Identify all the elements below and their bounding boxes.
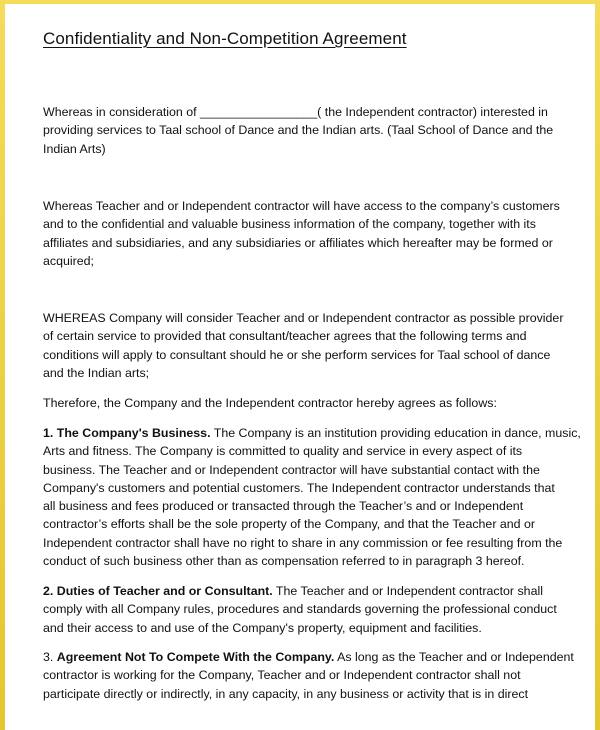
document-page: [5, 4, 595, 730]
section-heading: 1. The Company's Business.: [43, 426, 211, 440]
text-line: all business and fees produced or transacted through the Teacher’s and or Independent: [43, 499, 524, 514]
text-line: and to the confidential and valuable business information of the company, together with its: [43, 217, 536, 232]
text-line: comply with all Company rules, procedures and standards governing the professional conduct: [43, 602, 557, 617]
section-not-compete: [43, 648, 574, 703]
paragraph-therefore: [43, 394, 563, 412]
text-line: and the Indian arts;: [43, 365, 150, 380]
text-line: Therefore, the Company and the Independent contractor hereby agrees as follows:: [43, 396, 497, 410]
text-line: Arts and fitness. The Company is committed to quality and service in every aspect of its: [43, 444, 523, 459]
text-line: conduct of such business other than as compensation referred to in paragraph 3 hereof.: [43, 554, 525, 569]
document-title: Confidentiality and Non-Competition Agreement: [43, 29, 407, 48]
text-line: providing services to Taal school of Dance and the Indian arts. (Taal School of Dance and the: [43, 123, 554, 138]
text-line: conditions will apply to consultant should he or she perform services for Taal school of dance: [43, 347, 551, 362]
paragraph-access: [43, 197, 563, 270]
paragraph-consideration: [43, 103, 563, 158]
text-line: participate directly or indirectly, in any capacity, in any business or activity that is in direct: [43, 686, 529, 701]
section-text: The Company is an institution providing education in dance, music,: [210, 426, 581, 440]
text-line: Whereas Teacher and or Independent contractor will have access to the company’s customers: [43, 199, 560, 213]
section-heading: Agreement Not To Compete With the Company.: [56, 650, 335, 664]
text-line: Independent contractor shall have no right to share in any commission or fee resulting from the: [43, 535, 563, 550]
section-heading: 2. Duties of Teacher and or Consultant.: [43, 584, 273, 598]
section-duties: [43, 582, 563, 637]
text-line: and their access to and use of the Company's property, equipment and facilities.: [43, 620, 482, 635]
text-line: contractor’s efforts shall be the sole property of the Company, and that the Teacher and or: [43, 517, 536, 532]
text-line: [43, 582, 563, 600]
text-line: affiliates and subsidiaries, and any subsidiaries or affiliates which hereafter may be formed or: [43, 235, 553, 250]
text-line: of certain service to provided that consultant/teacher agrees that the following terms and: [43, 329, 527, 344]
text-line: business. The Teacher and or Independent contractor will have substantial contact with the: [43, 462, 540, 477]
text-line: Company's customers and potential customers. The Independent contractor understands that: [43, 480, 555, 495]
text-line: [43, 648, 574, 666]
section-text: The Teacher and or Independent contractor shall: [272, 584, 543, 598]
text-line: [43, 424, 581, 442]
text-line: WHEREAS Company will consider Teacher and or Independent contractor as possible provider: [43, 311, 564, 325]
text-line: Indian Arts): [43, 141, 106, 156]
text-line: acquired;: [43, 253, 94, 268]
section-company-business: [43, 424, 581, 570]
section-text: As long as the Teacher and or Independent: [334, 650, 574, 664]
section-prefix: 3.: [43, 650, 57, 664]
text-line: contractor is working for the Company, Teacher and or Independent contractor shall not: [43, 668, 521, 683]
paragraph-whereas-company: [43, 309, 563, 382]
text-line: Whereas in consideration of _________________( the Independent contractor) interested in: [43, 105, 548, 119]
